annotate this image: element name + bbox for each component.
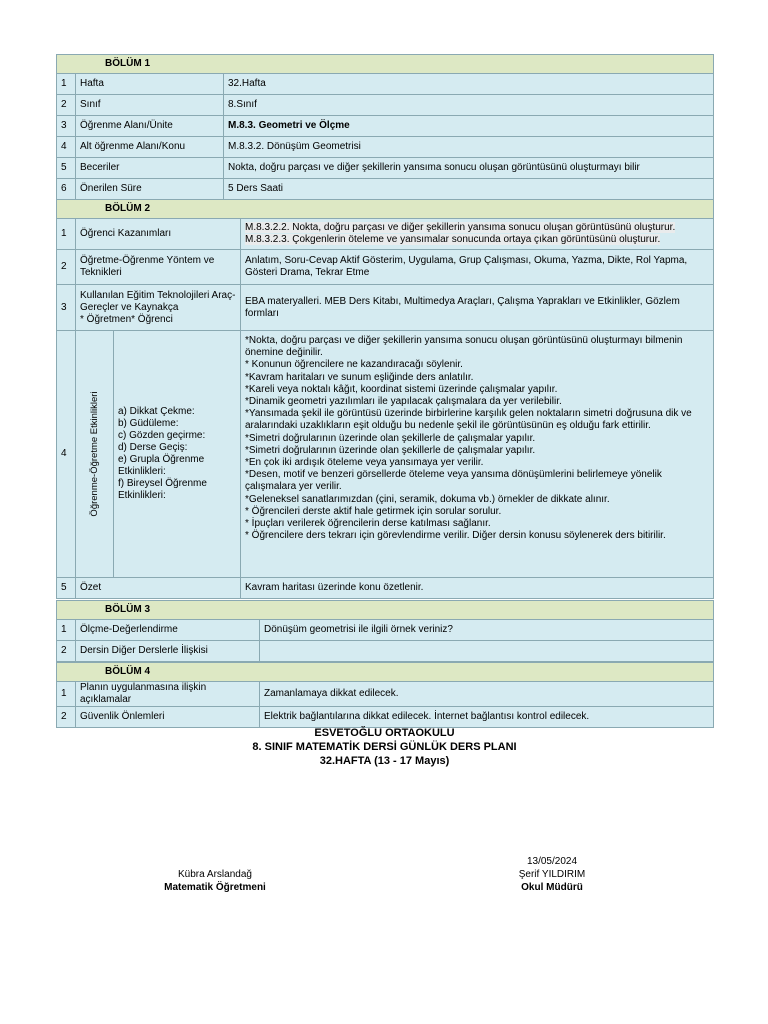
- row-number: 4: [57, 137, 76, 158]
- row-number: 5: [57, 158, 76, 179]
- row-value: M.8.3.2. Dönüşüm Geometrisi: [224, 137, 714, 158]
- outcome-line-1: M.8.3.2.2. Nokta, doğru parçası ve diğer şekillerin yansıma sonucu oluşan görüntüsünü oluşturur.: [245, 222, 676, 233]
- table-row: [57, 219, 714, 250]
- activities-cell: [241, 331, 714, 578]
- table-row: [57, 137, 714, 158]
- row-label: Beceriler: [76, 158, 224, 179]
- activity-item: * Öğrencileri derste aktif hale getirmek için sorular sorulur.: [245, 505, 502, 517]
- outcome-line-2: M.8.3.2.3. Çokgenlerin öteleme ve yansımalar sonucunda ortaya çıkan görüntüsünü oluşturur.: [245, 234, 661, 245]
- teacher-title: Matematik Öğretmeni: [164, 882, 266, 893]
- vertical-label-cell: [76, 331, 114, 578]
- row-value: Dönüşüm geometrisi ile ilgili örnek veriniz?: [260, 620, 714, 641]
- activity-item: * İpuçları verilerek öğrencilerin derse katılması sağlanır.: [245, 518, 491, 530]
- row-label: Öğretme-Öğrenme Yöntem ve Teknikleri: [76, 250, 241, 285]
- section3-title: BÖLÜM 3: [57, 601, 714, 620]
- step-item: f) Bireysel Öğrenme Etkinlikleri:: [118, 478, 207, 501]
- table-row: [57, 707, 714, 728]
- table-row: [57, 179, 714, 200]
- section2-title: BÖLÜM 2: [57, 200, 714, 219]
- section4-header-row: [57, 663, 714, 682]
- row-value: 8.Sınıf: [224, 95, 714, 116]
- section1-table: [56, 54, 714, 200]
- plan-title: 8. SINIF MATEMATİK DERSİ GÜNLÜK DERS PLANI: [252, 741, 517, 753]
- section2-table: [56, 199, 714, 599]
- row-label-line: * Öğretmen* Öğrenci: [80, 313, 173, 325]
- row-label: Hafta: [76, 74, 224, 95]
- section3-header-row: [57, 601, 714, 620]
- activity-item: * Öğrencilere ders tekrarı için görevlendirme verilir. Diğer dersin konusu söylenerek ders bitirilir.: [245, 530, 666, 542]
- teacher-name: Kübra Arslandağ: [178, 869, 252, 880]
- principal-title: Okul Müdürü: [521, 882, 583, 893]
- row-number: 2: [57, 707, 76, 728]
- row-label: Ölçme-Değerlendirme: [76, 620, 260, 641]
- activity-item: *Simetri doğrularının üzerinde olan şekillerle de çalışmalar yapılır.: [245, 444, 536, 456]
- activity-item: *Nokta, doğru parçası ve diğer şekillerin yansıma sonucu oluşan görüntüsünü oluşturmayı bilmenin önemine değinilir.: [245, 335, 683, 359]
- row-value: Anlatım, Soru-Cevap Aktif Gösterim, Uygulama, Grup Çalışması, Okuma, Yazma, Dikte, Rol Yapma, Gösteri Drama, Tekrar Etme: [241, 250, 714, 285]
- step-item: c) Gözden geçirme:: [118, 430, 206, 441]
- row-number: 1: [57, 620, 76, 641]
- row-value: M.8.3. Geometri ve Ölçme: [224, 116, 714, 137]
- activities-list: [245, 335, 709, 542]
- week-title: 32.HAFTA (13 - 17 Mayıs): [319, 755, 450, 767]
- row-number: 1: [57, 682, 76, 707]
- table-row: [57, 95, 714, 116]
- step-item: e) Grupla Öğrenme Etkinlikleri:: [118, 454, 205, 477]
- row-number: 2: [57, 250, 76, 285]
- section3-table: [56, 600, 714, 662]
- row-label: Özet: [76, 578, 241, 599]
- table-row: [57, 250, 714, 285]
- row-value: Zamanlamaya dikkat edilecek.: [260, 682, 714, 707]
- table-row: [57, 682, 714, 707]
- activity-item: *Geleneksel sanatlarımızdan (çini, seramik, dokuma vb.) örnekler de dikkate alınır.: [245, 493, 610, 505]
- section1-title: BÖLÜM 1: [57, 55, 714, 74]
- steps-cell: [114, 331, 241, 578]
- step-item: a) Dikkat Çekme:: [118, 406, 195, 417]
- activity-item: *Kavram haritaları ve sunum eşliğinde ders anlatılır.: [245, 371, 474, 383]
- activity-item: *Yansımada şekil ile görüntüsü üzerinde birbirlerine karşılık gelen noktaların simetri doğrusuna dik ve aralarındaki uzaklıkların eşit olduğu bu nedenle şekil ile görüntüsünün eş olduğu fark ettirilir.: [245, 408, 692, 432]
- row-number: 5: [57, 578, 76, 599]
- table-row: [57, 641, 714, 662]
- principal-name: Şerif YILDIRIM: [518, 869, 586, 880]
- row-label: Planın uygulanmasına ilişkin açıklamalar: [76, 682, 260, 707]
- row-label: [76, 285, 241, 331]
- row-number: 6: [57, 179, 76, 200]
- row-label: Sınıf: [76, 95, 224, 116]
- table-row: [57, 116, 714, 137]
- table-row: [57, 578, 714, 599]
- section3-rows: [57, 620, 714, 662]
- row-number: 1: [57, 74, 76, 95]
- row-value: Elektrik bağlantılarına dikkat edilecek. İnternet bağlantısı kontrol edilecek.: [260, 707, 714, 728]
- section4-title: BÖLÜM 4: [57, 663, 714, 682]
- table-row: [57, 74, 714, 95]
- row-value: 32.Hafta: [224, 74, 714, 95]
- activity-item: *Simetri doğrularının üzerinde olan şekillerle de çalışmalar yapılır.: [245, 432, 536, 444]
- plan-date: 13/05/2024: [526, 856, 578, 867]
- section2-header-row: [57, 200, 714, 219]
- activity-item: *Desen, motif ve benzeri görsellerde öteleme veya yansıma dönüşümlerini belirlemeye yönelik çalışmalara yer verilir.: [245, 469, 662, 493]
- steps-list: [118, 406, 236, 502]
- row-value: Nokta, doğru parçası ve diğer şekillerin yansıma sonucu oluşan görüntüsünü oluşturmayı bilir: [224, 158, 714, 179]
- section1-header-row: [57, 55, 714, 74]
- row-label: Dersin Diğer Derslerle İlişkisi: [76, 641, 260, 662]
- row-value: EBA materyalleri. MEB Ders Kitabı, Multimedya Araçları, Çalışma Yaprakları ve Etkinlikler, Gözlem formları: [241, 285, 714, 331]
- table-row: [57, 620, 714, 641]
- activity-item: *En çok iki ardışık öteleme veya yansımaya yer verilir.: [245, 457, 484, 469]
- row-value: Kavram haritası üzerinde konu özetlenir.: [241, 578, 714, 599]
- row-value: 5 Ders Saati: [224, 179, 714, 200]
- row-number: 3: [57, 116, 76, 137]
- row-number: 4: [57, 331, 76, 578]
- row-label: Güvenlik Önlemleri: [76, 707, 260, 728]
- row-value: [260, 641, 714, 662]
- step-item: b) Güdüleme:: [118, 418, 179, 429]
- section4-table: [56, 662, 714, 728]
- row-value: [241, 219, 714, 250]
- section1-rows: [57, 74, 714, 200]
- row-number: 2: [57, 95, 76, 116]
- section4-rows: [57, 682, 714, 728]
- row-label: Öğrenci Kazanımları: [76, 219, 241, 250]
- activity-item: *Kareli veya noktalı kâğıt, koordinat sistemi üzerinde çalışmalar yapılır.: [245, 383, 558, 395]
- row-label: Öğrenme Alanı/Ünite: [76, 116, 224, 137]
- table-row: [57, 158, 714, 179]
- step-item: d) Derse Geçiş:: [118, 442, 188, 453]
- activity-item: * Konunun öğrencilere ne kazandıracağı söylenir.: [245, 359, 463, 371]
- row-number: 3: [57, 285, 76, 331]
- row-number: 2: [57, 641, 76, 662]
- school-name: ESVETOĞLU ORTAOKULU: [314, 727, 455, 739]
- table-row: [57, 285, 714, 331]
- row-label: Önerilen Süre: [76, 179, 224, 200]
- row-label: Alt öğrenme Alanı/Konu: [76, 137, 224, 158]
- row-label-line: Kullanılan Eğitim Teknolojileri Araç-Gereçler ve Kaynakça: [80, 289, 236, 313]
- activity-item: *Dinamik geometri yazılımları ile yapılacak çalışmalara da yer verilebilir.: [245, 396, 562, 408]
- table-row: [57, 331, 714, 578]
- vertical-label: Öğrenme-Öğretme Etkinlikleri: [88, 391, 100, 517]
- row-number: 1: [57, 219, 76, 250]
